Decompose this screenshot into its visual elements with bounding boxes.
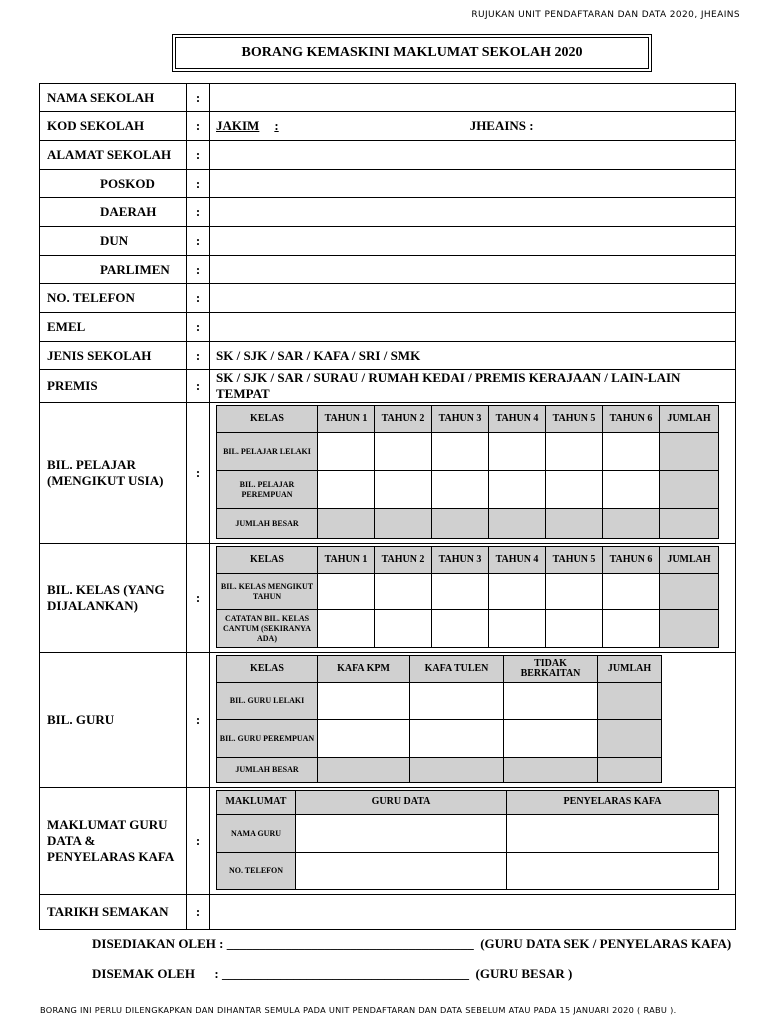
header-tahun-3: TAHUN 3 — [432, 406, 489, 433]
disediakan-oleh-line[interactable]: DISEDIAKAN OLEH : ______________________________________ (GURU DATA SEK / PENYELARAS KAFA) — [92, 936, 732, 951]
input-cell[interactable] — [410, 720, 504, 758]
maklumat-header-row — [217, 791, 719, 815]
input-cell[interactable] — [410, 683, 504, 720]
label-premis: PREMIS — [40, 370, 187, 403]
input-cell[interactable] — [375, 433, 432, 471]
row-premis — [40, 370, 736, 403]
input-cell[interactable] — [318, 471, 375, 509]
label-dun: DUN — [40, 227, 187, 256]
label-poskod: POSKOD — [40, 170, 187, 198]
header-maklumat: MAKLUMAT — [217, 791, 296, 815]
row-label: JUMLAH BESAR — [217, 509, 318, 539]
row-label: BIL. GURU PEREMPUAN — [217, 720, 318, 758]
tarikh-semakan-field[interactable] — [210, 895, 736, 930]
input-cell[interactable] — [603, 610, 660, 648]
label-daerah: DAERAH — [40, 198, 187, 227]
row-label: BIL. KELAS MENGIKUT TAHUN — [217, 574, 318, 610]
pelajar-row-jumlah-besar — [217, 509, 719, 539]
label-emel: EMEL — [40, 313, 187, 342]
form-title: BORANG KEMASKINI MAKLUMAT SEKOLAH 2020 — [175, 37, 649, 69]
total-cell — [660, 574, 719, 610]
row-alamat — [40, 141, 736, 170]
colon: : — [187, 544, 210, 653]
jheains-label: JHEAINS : — [469, 118, 534, 133]
header-jumlah: JUMLAH — [660, 406, 719, 433]
colon: : — [187, 653, 210, 788]
maklumat-row-nama-guru — [217, 815, 719, 853]
input-cell[interactable] — [504, 683, 598, 720]
row-kod-sekolah — [40, 112, 736, 141]
jenis-sekolah-options[interactable]: SK / SJK / SAR / KAFA / SRI / SMK — [210, 342, 736, 370]
guru-row-perempuan — [217, 720, 662, 758]
total-cell — [489, 509, 546, 539]
header-tahun-2: TAHUN 2 — [375, 406, 432, 433]
row-label: JUMLAH BESAR — [217, 758, 318, 783]
pelajar-row-lelaki — [217, 433, 719, 471]
label-jenis-sekolah: JENIS SEKOLAH — [40, 342, 187, 370]
colon: : — [187, 284, 210, 313]
form-table — [39, 83, 736, 930]
row-bil-kelas — [40, 544, 736, 653]
input-cell[interactable] — [432, 574, 489, 610]
input-cell[interactable] — [432, 433, 489, 471]
row-poskod — [40, 170, 736, 198]
input-cell[interactable] — [375, 610, 432, 648]
header-kelas: KELAS — [217, 406, 318, 433]
nama-sekolah-field[interactable] — [210, 84, 736, 112]
total-cell — [318, 758, 410, 783]
header-tahun-5: TAHUN 5 — [546, 406, 603, 433]
kelas-table — [216, 546, 719, 648]
input-cell[interactable] — [603, 433, 660, 471]
colon: : — [187, 227, 210, 256]
input-cell[interactable] — [375, 574, 432, 610]
input-cell[interactable] — [489, 471, 546, 509]
guru-table — [216, 655, 662, 783]
row-emel — [40, 313, 736, 342]
row-dun — [40, 227, 736, 256]
row-telefon — [40, 284, 736, 313]
jakim-label: JAKIM — [216, 118, 260, 133]
input-cell[interactable] — [489, 610, 546, 648]
label-tarikh-semakan: TARIKH SEMAKAN — [40, 895, 187, 930]
jakim-colon: : — [274, 118, 279, 133]
colon: : — [187, 370, 210, 403]
premis-options[interactable]: SK / SJK / SAR / SURAU / RUMAH KEDAI / PREMIS KERAJAAN / LAIN-LAIN TEMPAT — [210, 370, 736, 403]
alamat-sekolah-field[interactable] — [210, 141, 736, 170]
input-cell[interactable] — [507, 853, 719, 890]
reference-text: RUJUKAN UNIT PENDAFTARAN DAN DATA 2020, JHEAINS — [471, 10, 740, 20]
guru-row-lelaki — [217, 683, 662, 720]
input-cell[interactable] — [603, 471, 660, 509]
label-nama-sekolah: NAMA SEKOLAH — [40, 84, 187, 112]
colon: : — [187, 170, 210, 198]
total-cell — [660, 509, 719, 539]
row-label: CATATAN BIL. KELAS CANTUM (SEKIRANYA ADA) — [217, 610, 318, 648]
colon: : — [187, 256, 210, 284]
input-cell[interactable] — [432, 471, 489, 509]
label-parlimen: PARLIMEN — [40, 256, 187, 284]
total-cell — [660, 471, 719, 509]
footer-note: BORANG INI PERLU DILENGKAPKAN DAN DIHANTAR SEMULA PADA UNIT PENDAFTARAN DAN DATA SEBELUM ATAU PADA 15 JANUARI 2020 ( RABU ). — [40, 1005, 677, 1015]
row-daerah — [40, 198, 736, 227]
row-label: BIL. PELAJAR PEREMPUAN — [217, 471, 318, 509]
total-cell — [432, 509, 489, 539]
header-tahun-1: TAHUN 1 — [318, 406, 375, 433]
label-bil-guru: BIL. GURU — [40, 653, 187, 788]
row-label: BIL. PELAJAR LELAKI — [217, 433, 318, 471]
input-cell[interactable] — [318, 683, 410, 720]
label-no-telefon: NO. TELEFON — [40, 284, 187, 313]
total-cell — [546, 509, 603, 539]
colon: : — [187, 313, 210, 342]
colon: : — [187, 198, 210, 227]
input-cell[interactable] — [546, 433, 603, 471]
header-kafa-tulen: KAFA TULEN — [410, 656, 504, 683]
input-cell[interactable] — [546, 471, 603, 509]
header-tahun-3: TAHUN 3 — [432, 547, 489, 574]
pelajar-table — [216, 405, 719, 539]
input-cell[interactable] — [318, 433, 375, 471]
guru-header-row — [217, 656, 662, 683]
input-cell[interactable] — [489, 433, 546, 471]
pelajar-header-row — [217, 406, 719, 433]
guru-row-jumlah-besar — [217, 758, 662, 783]
colon: : — [187, 342, 210, 370]
parlimen-field[interactable] — [210, 256, 736, 284]
input-cell[interactable] — [296, 853, 507, 890]
kelas-row-cantum — [217, 610, 719, 648]
header-tidak-berkaitan: TIDAK BERKAITAN — [504, 656, 598, 683]
dun-field[interactable] — [210, 227, 736, 256]
input-cell[interactable] — [318, 720, 410, 758]
maklumat-row-no-telefon — [217, 853, 719, 890]
colon: : — [187, 788, 210, 895]
header-tahun-4: TAHUN 4 — [489, 547, 546, 574]
input-cell[interactable] — [432, 610, 489, 648]
total-cell — [598, 758, 662, 783]
title-box — [172, 34, 652, 72]
row-label: NO. TELEFON — [217, 853, 296, 890]
header-tahun-6: TAHUN 6 — [603, 547, 660, 574]
header-jumlah: JUMLAH — [598, 656, 662, 683]
colon: : — [187, 84, 210, 112]
header-tahun-1: TAHUN 1 — [318, 547, 375, 574]
input-cell[interactable] — [603, 574, 660, 610]
input-cell[interactable] — [546, 574, 603, 610]
row-label: BIL. GURU LELAKI — [217, 683, 318, 720]
daerah-field[interactable] — [210, 198, 736, 227]
row-tarikh-semakan — [40, 895, 736, 930]
colon: : — [187, 141, 210, 170]
header-guru-data: GURU DATA — [296, 791, 507, 815]
emel-field[interactable] — [210, 313, 736, 342]
row-parlimen — [40, 256, 736, 284]
total-cell — [598, 720, 662, 758]
header-tahun-4: TAHUN 4 — [489, 406, 546, 433]
header-jumlah: JUMLAH — [660, 547, 719, 574]
header-kelas: KELAS — [217, 656, 318, 683]
poskod-field[interactable] — [210, 170, 736, 198]
label-alamat-sekolah: ALAMAT SEKOLAH — [40, 141, 187, 170]
pelajar-row-perempuan — [217, 471, 719, 509]
kod-sekolah-field[interactable] — [210, 112, 736, 141]
header-tahun-5: TAHUN 5 — [546, 547, 603, 574]
total-cell — [660, 433, 719, 471]
total-cell — [318, 509, 375, 539]
header-penyelaras-kafa: PENYELARAS KAFA — [507, 791, 719, 815]
header-tahun-2: TAHUN 2 — [375, 547, 432, 574]
row-bil-pelajar — [40, 403, 736, 544]
header-kafa-kpm: KAFA KPM — [318, 656, 410, 683]
input-cell[interactable] — [318, 610, 375, 648]
input-cell[interactable] — [375, 471, 432, 509]
row-label: NAMA GURU — [217, 815, 296, 853]
colon: : — [187, 112, 210, 141]
row-bil-guru — [40, 653, 736, 788]
row-jenis-sekolah — [40, 342, 736, 370]
total-cell — [603, 509, 660, 539]
row-nama-sekolah — [40, 84, 736, 112]
input-cell[interactable] — [489, 574, 546, 610]
maklumat-table — [216, 790, 719, 890]
kelas-row-mengikut-tahun — [217, 574, 719, 610]
input-cell[interactable] — [546, 610, 603, 648]
colon: : — [187, 895, 210, 930]
input-cell[interactable] — [318, 574, 375, 610]
colon: : — [187, 403, 210, 544]
total-cell — [660, 610, 719, 648]
input-cell[interactable] — [507, 815, 719, 853]
input-cell[interactable] — [504, 720, 598, 758]
kelas-header-row — [217, 547, 719, 574]
header-kelas: KELAS — [217, 547, 318, 574]
total-cell — [598, 683, 662, 720]
input-cell[interactable] — [296, 815, 507, 853]
disemak-oleh-line[interactable]: DISEMAK OLEH : ______________________________________ (GURU BESAR ) — [92, 966, 573, 981]
header-tahun-6: TAHUN 6 — [603, 406, 660, 433]
no-telefon-field[interactable] — [210, 284, 736, 313]
label-bil-kelas: BIL. KELAS (YANG DIJALANKAN) — [40, 544, 187, 653]
label-maklumat-guru: MAKLUMAT GURU DATA & PENYELARAS KAFA — [40, 788, 187, 895]
label-bil-pelajar: BIL. PELAJAR (MENGIKUT USIA) — [40, 403, 187, 544]
total-cell — [375, 509, 432, 539]
label-kod-sekolah: KOD SEKOLAH — [40, 112, 187, 141]
total-cell — [504, 758, 598, 783]
total-cell — [410, 758, 504, 783]
row-maklumat-guru — [40, 788, 736, 895]
